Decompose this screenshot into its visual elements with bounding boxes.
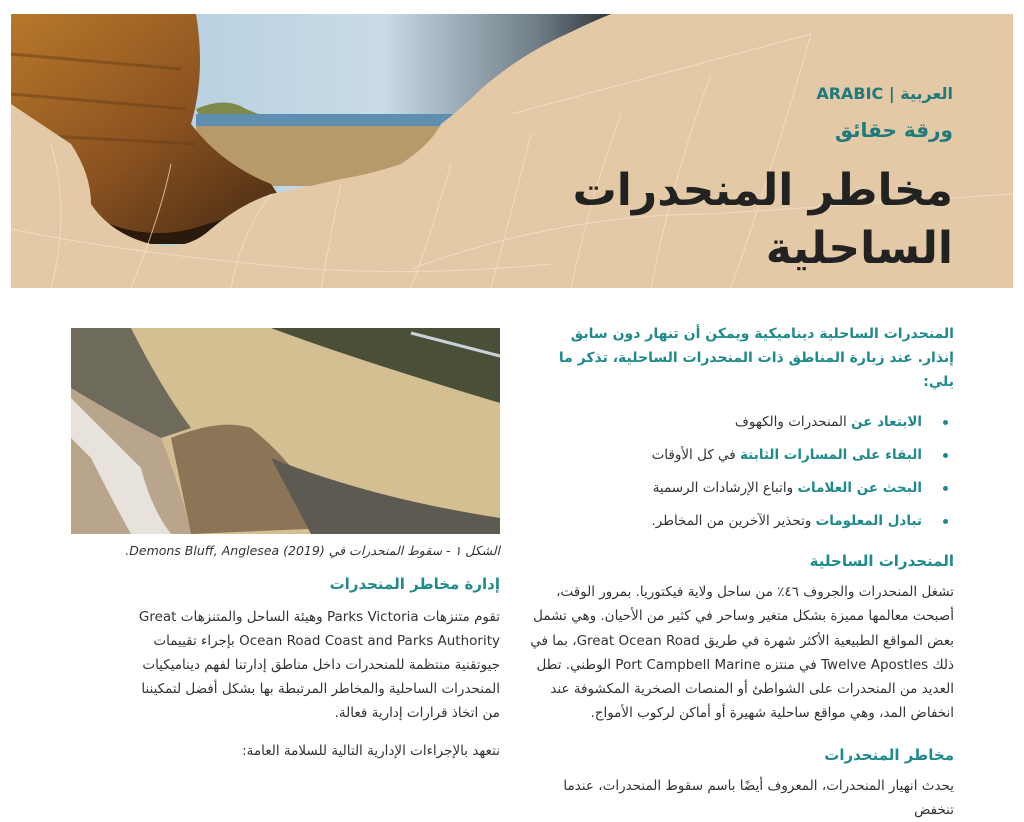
cliff-risk-management-section xyxy=(120,575,500,763)
commitment-paragraph: نتعهد بالإجراءات الإدارية التالية للسلامة العامة: xyxy=(242,743,500,759)
cliff-hazards-paragraph: يحدث انهيار المنحدرات، المعروف أيضًا باسم سقوط المنحدرات، عندما تنخفض xyxy=(563,777,954,819)
title-line-2: الساحلية xyxy=(765,223,953,274)
figure-caption: الشكل ١ - سقوط المنحدرات في (2019) Demons Bluff, Anglesea. xyxy=(125,543,500,558)
main-content-column xyxy=(530,322,954,822)
document-type: ورقة حقائق xyxy=(835,118,953,142)
page-title xyxy=(533,162,953,278)
language-label: العربية | ARABIC xyxy=(816,84,953,103)
management-paragraph: تقوم متنزهات Parks Victoria وهيئة الساحل والمتنزهات Great Ocean Road Coast and Parks Authority بإجراء تقييمات جيوتقنية منتظمة للمنحدرات داخل مناطق إدارتنا لفهم ديناميكيات المنحدرات الساحلية والمخاطر المرتبطة بها بشكل أفضل لتمكيننا من اتخاذ قرارات إدارية فعالة. xyxy=(138,609,500,721)
coastal-cliffs-paragraph: تشغل المنحدرات والجروف ٤٦٪ من ساحل ولاية فيكتوريا. بمرور الوقت، أصبحت معالمها مميزة بشكل متغير وساحر في كثير من الأحيان. وهي تشمل بعض المواقع الطبيعية الأكثر شهرة في طريق Great Ocean Road، بما في ذلك Twelve Apostles في منتزه Port Campbell Marine الوطني. تطل العديد من المنحدرات على الشواطئ أو المنصات الصخرية المكشوفة عند انخفاض المد، وهي مواقع ساحلية شهيرة أو أماكن لركوب الأمواج. xyxy=(530,584,954,722)
cliff-hazards-heading: مخاطر المنحدرات xyxy=(824,745,954,764)
intro-text: المنحدرات الساحلية ديناميكية ويمكن أن تنهار دون سابق إنذار. عند زيارة المناطق ذات المنحدرات الساحلية، تذكر ما يلي: xyxy=(558,326,954,390)
header-banner xyxy=(11,14,1013,288)
title-line-1: مخاطر المنحدرات xyxy=(572,165,953,216)
section-heading: إدارة مخاطر المنحدرات xyxy=(329,575,500,593)
list-item: الابتعاد عن المنحدرات والكهوف xyxy=(530,406,954,439)
coastal-cliffs-heading: المنحدرات الساحلية xyxy=(809,552,954,570)
list-item: البقاء على المسارات الثابتة في كل الأوقات xyxy=(530,439,954,472)
list-item: تبادل المعلومات وتحذير الآخرين من المخاطر. xyxy=(530,505,954,538)
list-item: البحث عن العلامات واتباع الإرشادات الرسمية xyxy=(530,472,954,505)
cliff-collapse-photo xyxy=(71,328,500,534)
safety-tips-list xyxy=(530,406,954,538)
